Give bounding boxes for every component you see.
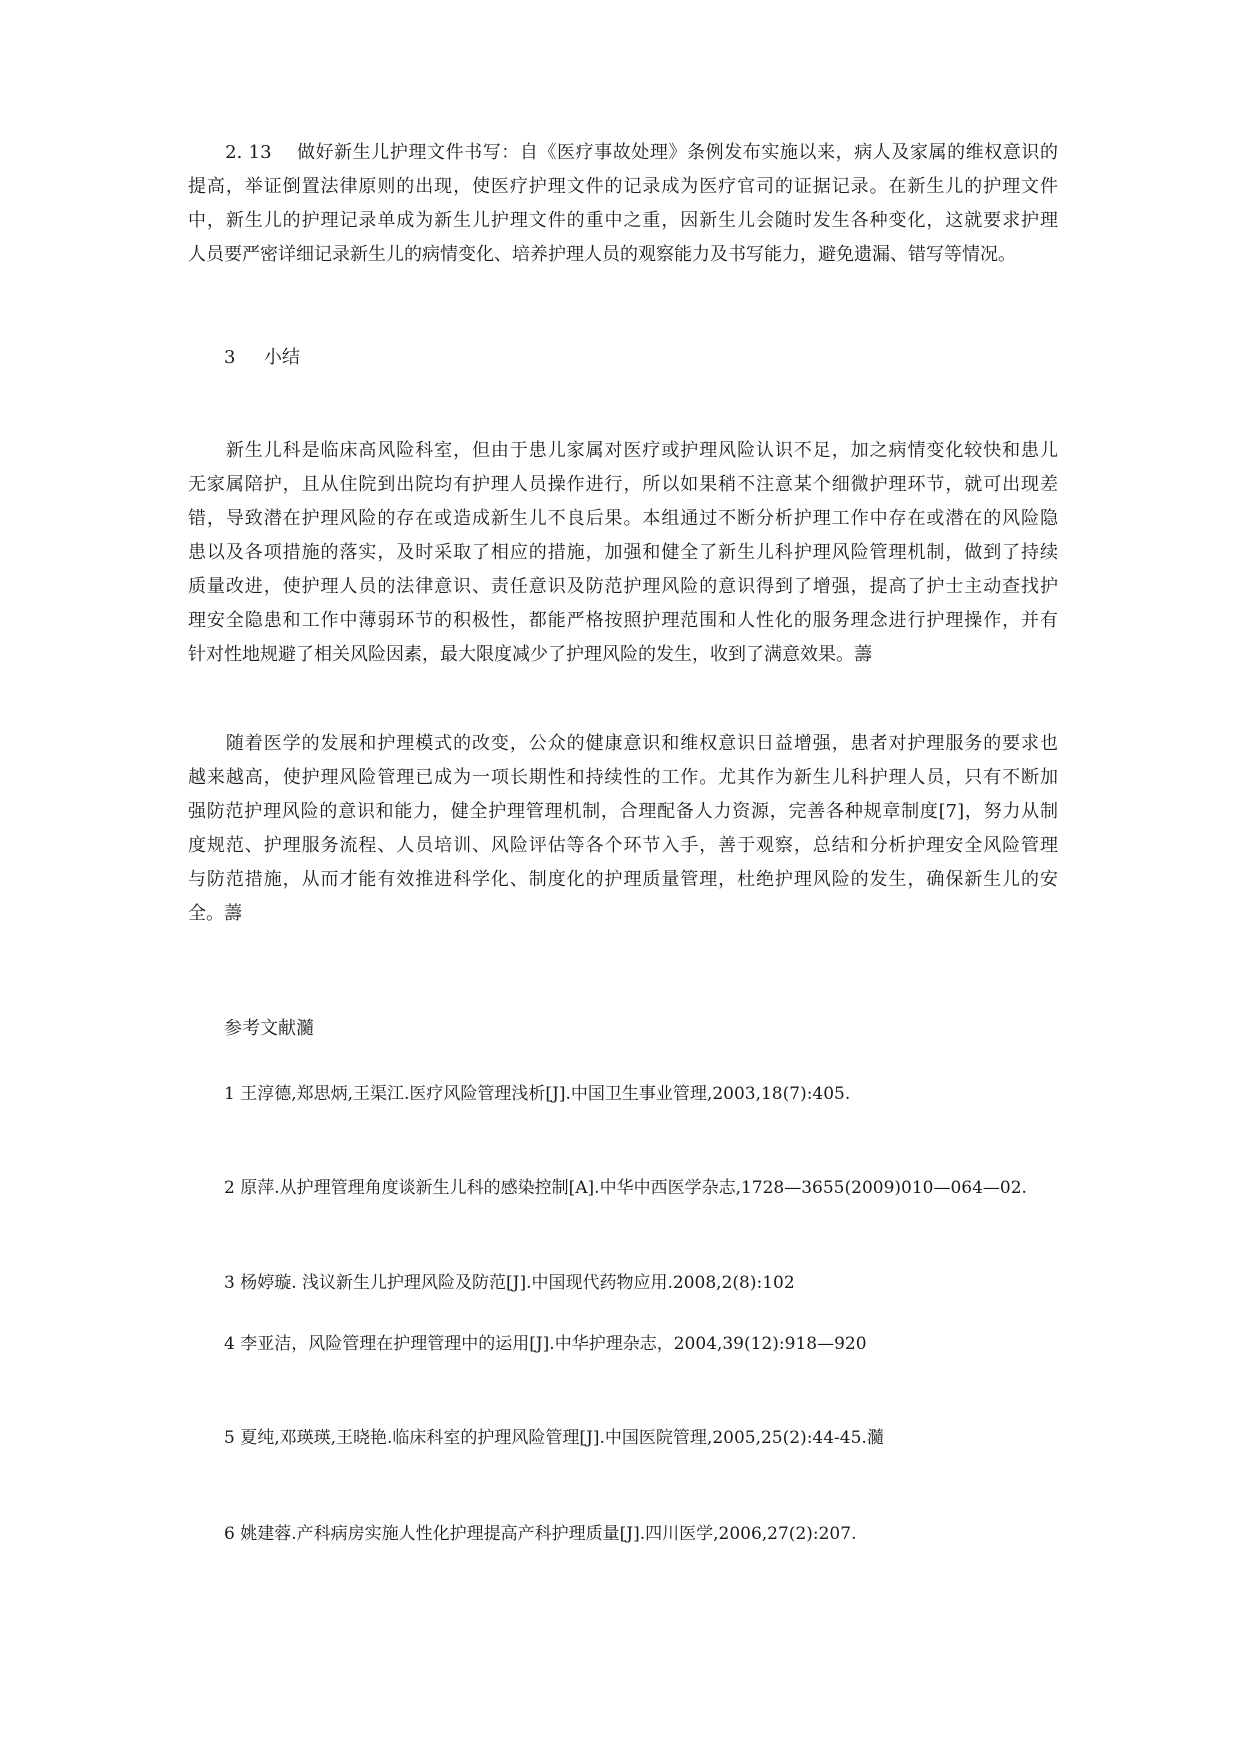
text-line: 2. 13 做好新生儿护理文件书写：自《医疗事故处理》条例发布实施以来，病人及家属的维权意识的 — [188, 142, 1058, 163]
reference-item: 3 杨婷璇. 浅议新生儿护理风险及防范[J].中国现代药物应用.2008,2(8):102 — [224, 1273, 795, 1293]
section-2-13-paragraph — [188, 136, 1058, 272]
summary-paragraph-2 — [188, 727, 1058, 931]
text-line: 全。薵 — [188, 903, 242, 924]
reference-item: 1 王淳德,郑思炳,王渠江.医疗风险管理浅析[J].中国卫生事业管理,2003,18(7):405. — [224, 1084, 851, 1104]
text-line: 中，新生儿的护理记录单成为新生儿护理文件的重中之重，因新生儿会随时发生各种变化，这就要求护理 — [188, 210, 1058, 231]
reference-item: 6 姚建蓉.产科病房实施人性化护理提高产科护理质量[J].四川医学,2006,27(2):207. — [224, 1524, 857, 1544]
text-line: 理安全隐患和工作中薄弱环节的积极性，都能严格按照护理范围和人性化的服务理念进行护理操作，并有 — [188, 610, 1058, 631]
text-line: 提高，举证倒置法律原则的出现，使医疗护理文件的记录成为医疗官司的证据记录。在新生儿的护理文件 — [188, 176, 1058, 197]
text-line: 与防范措施，从而才能有效推进科学化、制度化的护理质量管理，杜绝护理风险的发生，确保新生儿的安 — [188, 869, 1058, 890]
section-title: 小结 — [264, 347, 300, 368]
text-line: 强防范护理风险的意识和能力，健全护理管理机制，合理配备人力资源，完善各种规章制度[7]，努力从制 — [188, 801, 1058, 822]
reference-item: 2 原萍.从护理管理角度谈新生儿科的感染控制[A].中华中西医学杂志,1728—3655(2009)010—064—02. — [224, 1178, 1027, 1198]
reference-item: 4 李亚洁，风险管理在护理管理中的运用[J].中华护理杂志，2004,39(12):918—920 — [224, 1334, 867, 1354]
section-number: 3 — [224, 347, 236, 368]
text-line: 质量改进，使护理人员的法律意识、责任意识及防范护理风险的意识得到了增强，提高了护士主动查找护 — [188, 576, 1058, 597]
text-line: 随着医学的发展和护理模式的改变，公众的健康意识和维权意识日益增强，患者对护理服务的要求也 — [188, 733, 1058, 754]
summary-paragraph-1 — [188, 434, 1058, 672]
text-line: 人员要严密详细记录新生儿的病情变化、培养护理人员的观察能力及书写能力，避免遗漏、错写等情况。 — [188, 244, 1016, 265]
text-line: 患以及各项措施的落实，及时采取了相应的措施，加强和健全了新生儿科护理风险管理机制，做到了持续 — [188, 542, 1058, 563]
text-line: 度规范、护理服务流程、人员培训、风险评估等各个环节入手，善于观察，总结和分析护理安全风险管理 — [188, 835, 1058, 856]
text-line: 新生儿科是临床高风险科室，但由于患儿家属对医疗或护理风险认识不足，加之病情变化较快和患儿 — [188, 440, 1058, 461]
text-line: 越来越高，使护理风险管理已成为一项长期性和持续性的工作。尤其作为新生儿科护理人员，只有不断加 — [188, 767, 1058, 788]
text-line: 无家属陪护，且从住院到出院均有护理人员操作进行，所以如果稍不注意某个细微护理环节，就可出现差 — [188, 474, 1058, 495]
text-line: 错，导致潜在护理风险的存在或造成新生儿不良后果。本组通过不断分析护理工作中存在或潜在的风险隐 — [188, 508, 1058, 529]
text-line: 针对性地规避了相关风险因素，最大限度减少了护理风险的发生，收到了满意效果。薵 — [188, 644, 872, 665]
section-3-heading — [224, 341, 300, 375]
reference-item: 5 夏纯,邓瑛瑛,王晓艳.临床科室的护理风险管理[J].中国医院管理,2005,25(2):44-45.瀡 — [224, 1428, 884, 1448]
references-heading: 参考文献瀡 — [224, 1018, 314, 1039]
